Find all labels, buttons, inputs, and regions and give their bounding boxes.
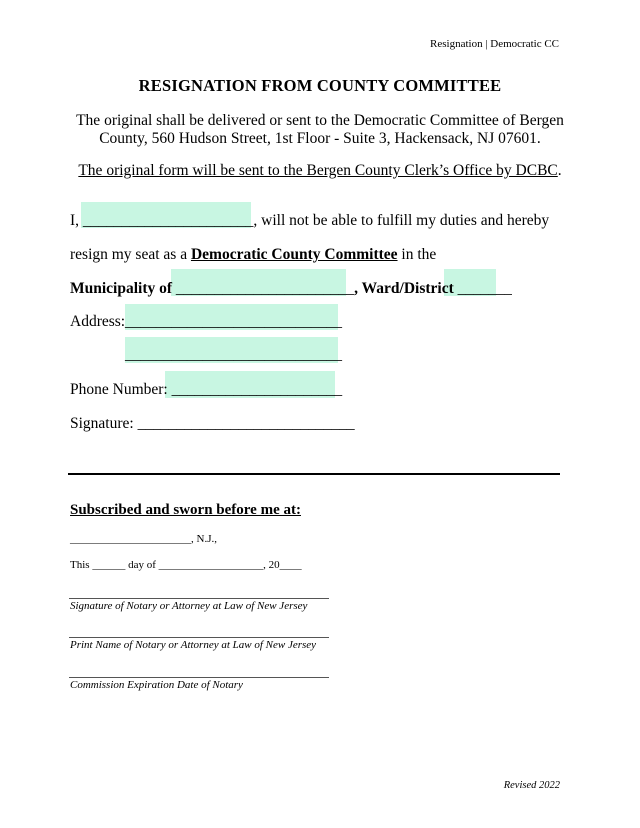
page-title: RESIGNATION FROM COUNTY COMMITTEE — [138, 76, 502, 95]
phone-blank: ______________________ — [171, 381, 343, 398]
commission-expiration-caption: Commission Expiration Date of Notary — [70, 679, 243, 691]
notary-signature-line[interactable] — [69, 598, 329, 599]
notary-heading: Subscribed and sworn before me at: — [70, 502, 301, 518]
address-blank-2: ____________________________ — [125, 346, 342, 363]
statement-line-1 — [70, 212, 549, 230]
address-blank-1: ____________________________ — [125, 313, 342, 330]
statement-rest: , will not be able to fulfill my duties and hereby — [253, 212, 550, 229]
revised-date: Revised 2022 — [503, 780, 560, 791]
original-form-notice — [0, 162, 640, 180]
statement-line-2 — [70, 246, 436, 264]
year-blank[interactable]: ____ — [279, 559, 302, 571]
phone-line — [70, 381, 342, 399]
commission-expiration-line[interactable] — [69, 677, 329, 678]
municipality-label: Municipality of — [70, 280, 176, 297]
ward-blank: _______ — [457, 280, 512, 297]
municipality-line — [70, 280, 512, 298]
date-day-of: day of — [128, 559, 156, 571]
header-text: Resignation | Democratic CC — [430, 38, 559, 50]
notary-print-name-line[interactable] — [69, 637, 329, 638]
original-form-notice-text: The original form will be sent to the Bergen County Clerk’s Office by DCBC — [78, 162, 558, 179]
name-blank: ______________________ — [82, 212, 254, 229]
year-prefix: , 20 — [263, 559, 280, 571]
signature-blank[interactable]: ____________________________ — [137, 415, 355, 432]
date-prefix: This — [70, 559, 90, 571]
notary-print-name-caption: Print Name of Notary or Attorney at Law of New Jersey — [70, 639, 317, 651]
ward-label: , Ward/District — [354, 280, 458, 297]
signature-label: Signature: — [70, 415, 134, 432]
notary-location-line — [70, 533, 217, 545]
signature-line — [70, 415, 355, 433]
day-blank[interactable]: ______ — [92, 559, 126, 571]
statement-line-2-end: in the — [397, 246, 437, 263]
month-blank[interactable]: ___________________ — [158, 559, 264, 571]
statement-line-2-start: resign my seat as a — [70, 246, 191, 263]
notary-date-line — [70, 559, 302, 571]
municipality-blank: _______________________ — [175, 280, 355, 297]
address-label: Address: — [70, 313, 126, 330]
notary-signature-caption: Signature of Notary or Attorney at Law of New Jersey — [70, 600, 308, 612]
statement-i-label: I, — [70, 212, 80, 229]
delivery-instructions: The original shall be delivered or sent to the Democratic Committee of Bergen County, 560 Hudson Street, 1st Floor - Suite 3, Hackensack, NJ 07601. — [76, 112, 564, 147]
phone-label: Phone Number: — [70, 381, 168, 398]
notary-location-suffix: , N.J., — [191, 533, 217, 545]
notary-location-blank[interactable]: ______________________ — [70, 533, 191, 545]
section-divider — [68, 473, 560, 475]
original-form-notice-period: . — [557, 162, 562, 179]
committee-name: Democratic County Committee — [190, 246, 398, 263]
